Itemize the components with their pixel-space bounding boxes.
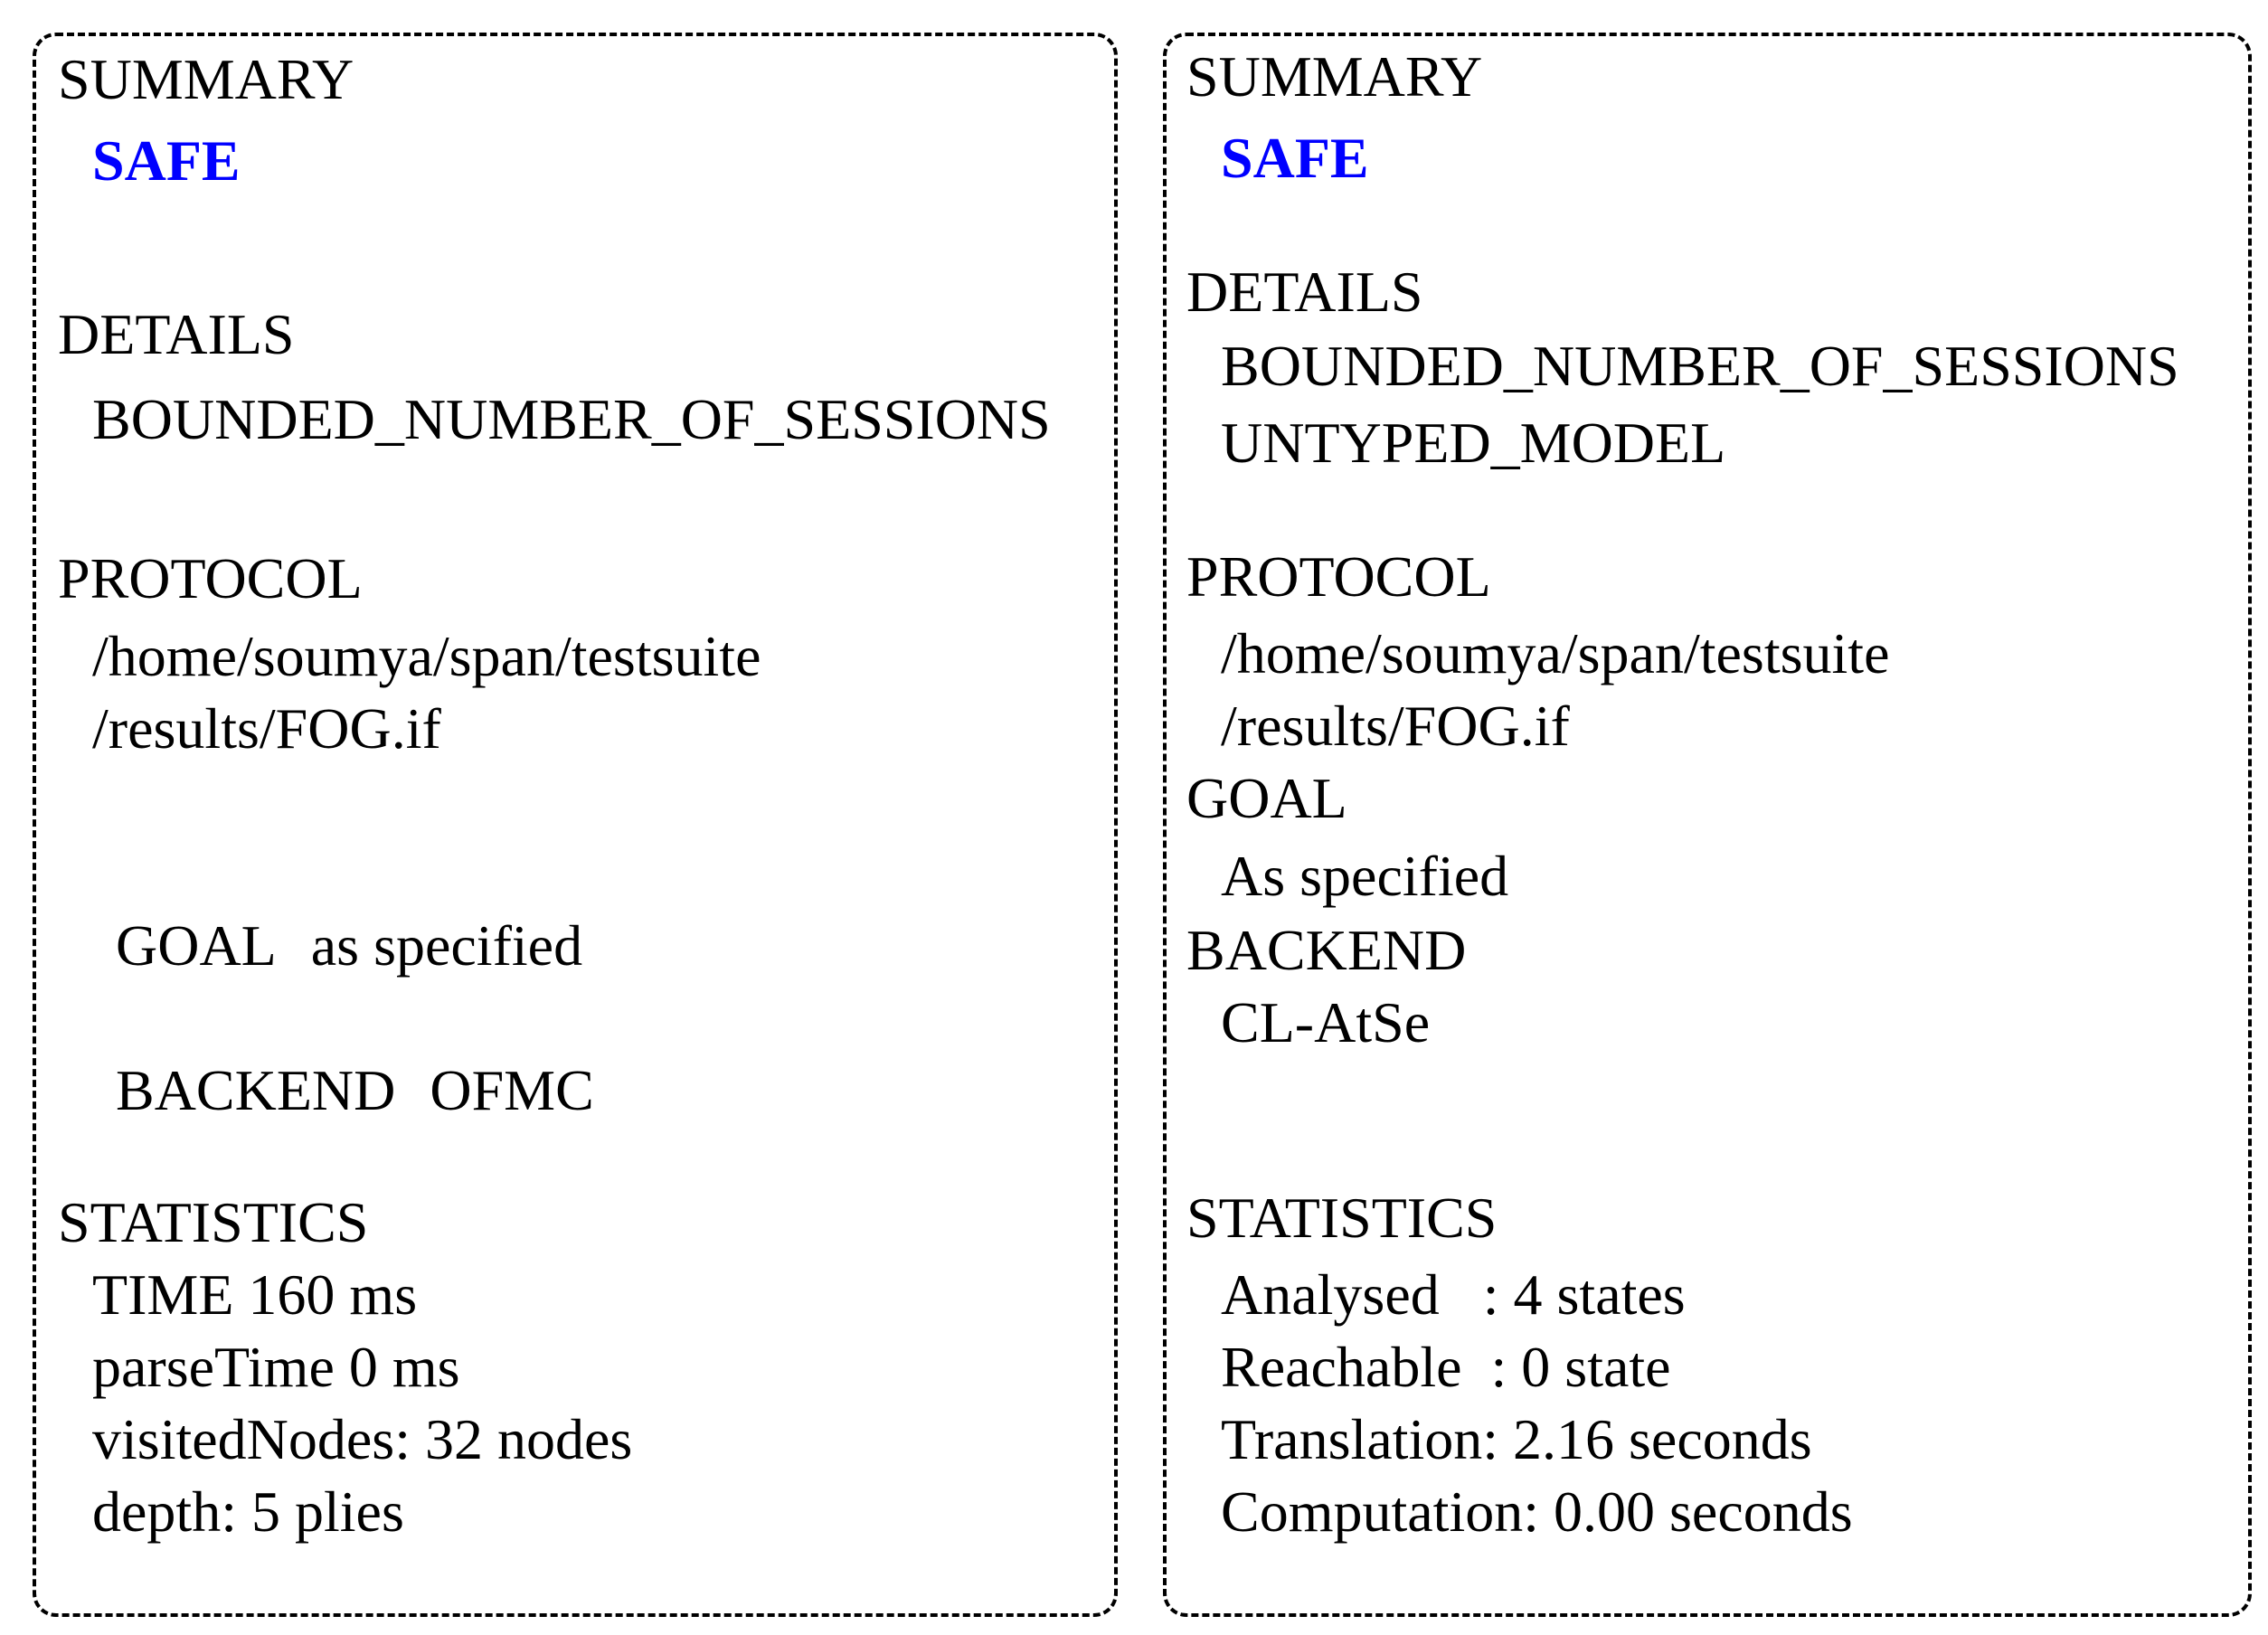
protocol-path-line: /results/FOG.if: [92, 696, 441, 761]
details-label: DETAILS: [1186, 260, 1423, 324]
protocol-label: PROTOCOL: [58, 546, 363, 610]
backend-value: CL-AtSe: [1221, 990, 1431, 1054]
goal-label: GOAL: [116, 913, 277, 978]
details-item: BOUNDED_NUMBER_OF_SESSIONS: [92, 387, 1051, 451]
statistics-label: STATISTICS: [58, 1190, 369, 1254]
summary-value: SAFE: [1221, 126, 1369, 190]
statistic-line: parseTime 0 ms: [92, 1335, 460, 1399]
statistic-line: Reachable : 0 state: [1221, 1335, 1671, 1399]
goal-line: [58, 837, 1105, 978]
statistic-line: Computation: 0.00 seconds: [1221, 1479, 1853, 1544]
goal-value: as specified: [310, 913, 583, 978]
protocol-path-line: /home/soumya/span/testsuite: [1221, 621, 1890, 685]
ofmc-result-panel: [33, 33, 1118, 1617]
statistic-line: Translation: 2.16 seconds: [1221, 1407, 1812, 1471]
backend-value: OFMC: [430, 1058, 594, 1122]
summary-value: SAFE: [92, 128, 241, 193]
statistic-line: TIME 160 ms: [92, 1262, 418, 1327]
backend-label: BACKEND: [116, 1058, 396, 1122]
goal-label: GOAL: [1186, 766, 1347, 830]
goal-value: As specified: [1221, 844, 1509, 908]
details-label: DETAILS: [58, 302, 295, 366]
protocol-path-line: /results/FOG.if: [1221, 694, 1570, 758]
statistics-label: STATISTICS: [1186, 1186, 1498, 1250]
backend-label: BACKEND: [1186, 918, 1467, 982]
backend-line: [58, 982, 1105, 1122]
statistic-line: depth: 5 plies: [92, 1479, 404, 1544]
statistic-line: Analysed : 4 states: [1221, 1262, 1686, 1327]
details-item: BOUNDED_NUMBER_OF_SESSIONS: [1221, 334, 2179, 398]
cl-atse-result-panel: [1163, 33, 2252, 1617]
details-item: UNTYPED_MODEL: [1221, 411, 1726, 475]
summary-label: SUMMARY: [1186, 44, 1483, 109]
protocol-label: PROTOCOL: [1186, 544, 1491, 609]
statistic-line: visitedNodes: 32 nodes: [92, 1407, 633, 1471]
summary-label: SUMMARY: [58, 47, 354, 111]
protocol-path-line: /home/soumya/span/testsuite: [92, 624, 761, 688]
